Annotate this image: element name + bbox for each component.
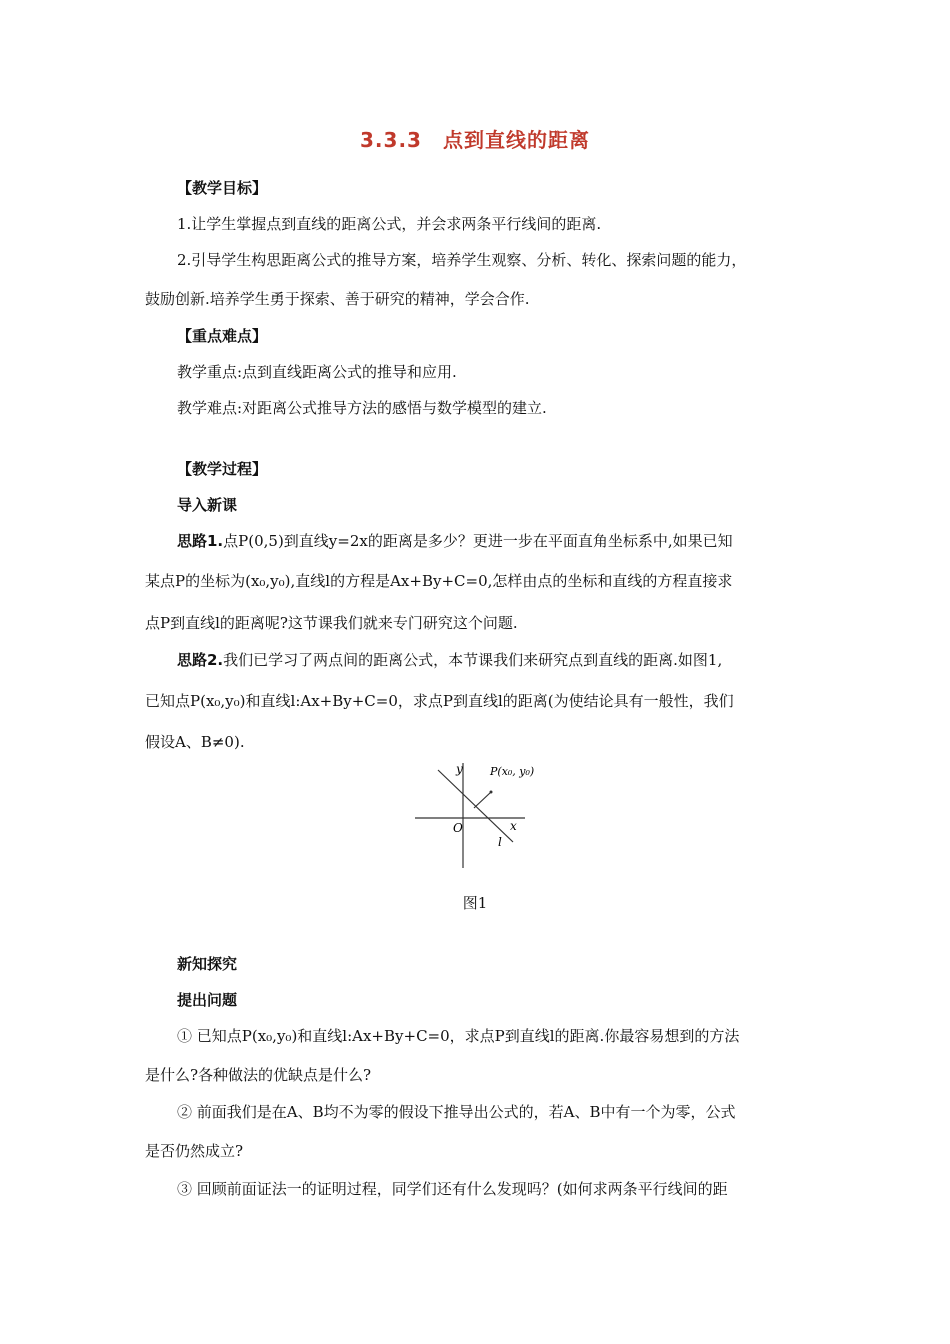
page-title: 3.3.3 点到直线的距离 xyxy=(360,128,590,152)
idea-2-line-1 xyxy=(177,650,722,670)
idea-1-label: 思路1. xyxy=(177,532,224,550)
question-3-line-1: ③ 回顾前面证法一的证明过程，同学们还有什么发现吗？(如何求两条平行线间的距 xyxy=(177,1180,728,1198)
line-l-label: l xyxy=(498,835,502,849)
teaching-difficulty: 教学难点:对距离公式推导方法的感悟与数学模型的建立. xyxy=(177,399,547,417)
idea-1-text: 点P(0,5)到直线y=2x的距离是多少？更进一步在平面直角坐标系中,如果已知 xyxy=(223,532,733,550)
figure-1-caption: 图1 xyxy=(462,894,488,912)
point-p-label: P(x₀, y₀) xyxy=(490,765,535,778)
idea-1-line-1 xyxy=(177,531,733,551)
subheading-questions: 提出问题 xyxy=(177,991,238,1009)
subheading-intro: 导入新课 xyxy=(177,496,238,514)
idea-2-label: 思路2. xyxy=(177,651,224,669)
question-1-line-2: 是什么?各种做法的优缺点是什么? xyxy=(145,1066,372,1084)
subheading-explore: 新知探究 xyxy=(177,955,238,973)
idea-2-text: 我们已学习了两点间的距离公式，本节课我们来研究点到直线的距离.如图1, xyxy=(223,651,723,669)
teaching-focus: 教学重点:点到直线距离公式的推导和应用. xyxy=(177,363,457,381)
figure-1-diagram xyxy=(410,758,540,868)
section-heading-goals: 【教学目标】 xyxy=(177,179,268,197)
y-axis-label: y xyxy=(456,762,463,776)
goal-item-2-line-2: 鼓励创新.培养学生勇于探索、善于研究的精神，学会合作. xyxy=(145,290,530,308)
section-heading-process: 【教学过程】 xyxy=(177,460,268,478)
idea-2-line-3: 假设A、B≠0). xyxy=(145,733,245,751)
section-heading-keypoints: 【重点难点】 xyxy=(177,327,268,345)
idea-2-line-2: 已知点P(x₀,y₀)和直线l:Ax+By+C=0，求点P到直线l的距离(为使结论具有一般性，我们 xyxy=(145,692,734,710)
goal-item-2-line-1: 2.引导学生构思距离公式的推导方案，培养学生观察、分析、转化、探索问题的能力， xyxy=(177,251,747,269)
idea-1-line-3: 点P到直线l的距离呢?这节课我们就来专门研究这个问题. xyxy=(145,614,518,632)
question-2-line-2: 是否仍然成立? xyxy=(145,1142,244,1160)
idea-1-line-2: 某点P的坐标为(x₀,y₀),直线l的方程是Ax+By+C=0,怎样由点的坐标和直线的方程直接求 xyxy=(145,572,733,590)
perpendicular-segment xyxy=(474,792,491,808)
question-1-line-1: ① 已知点P(x₀,y₀)和直线l:Ax+By+C=0，求点P到直线l的距离.你最容易想到的方法 xyxy=(177,1027,740,1045)
x-axis-label: x xyxy=(510,819,517,833)
point-p xyxy=(490,791,493,794)
goal-item-1: 1.让学生掌握点到直线的距离公式，并会求两条平行线间的距离. xyxy=(177,215,602,233)
origin-label: O xyxy=(453,821,463,835)
question-2-line-1: ② 前面我们是在A、B均不为零的假设下推导出公式的，若A、B中有一个为零，公式 xyxy=(177,1103,736,1121)
